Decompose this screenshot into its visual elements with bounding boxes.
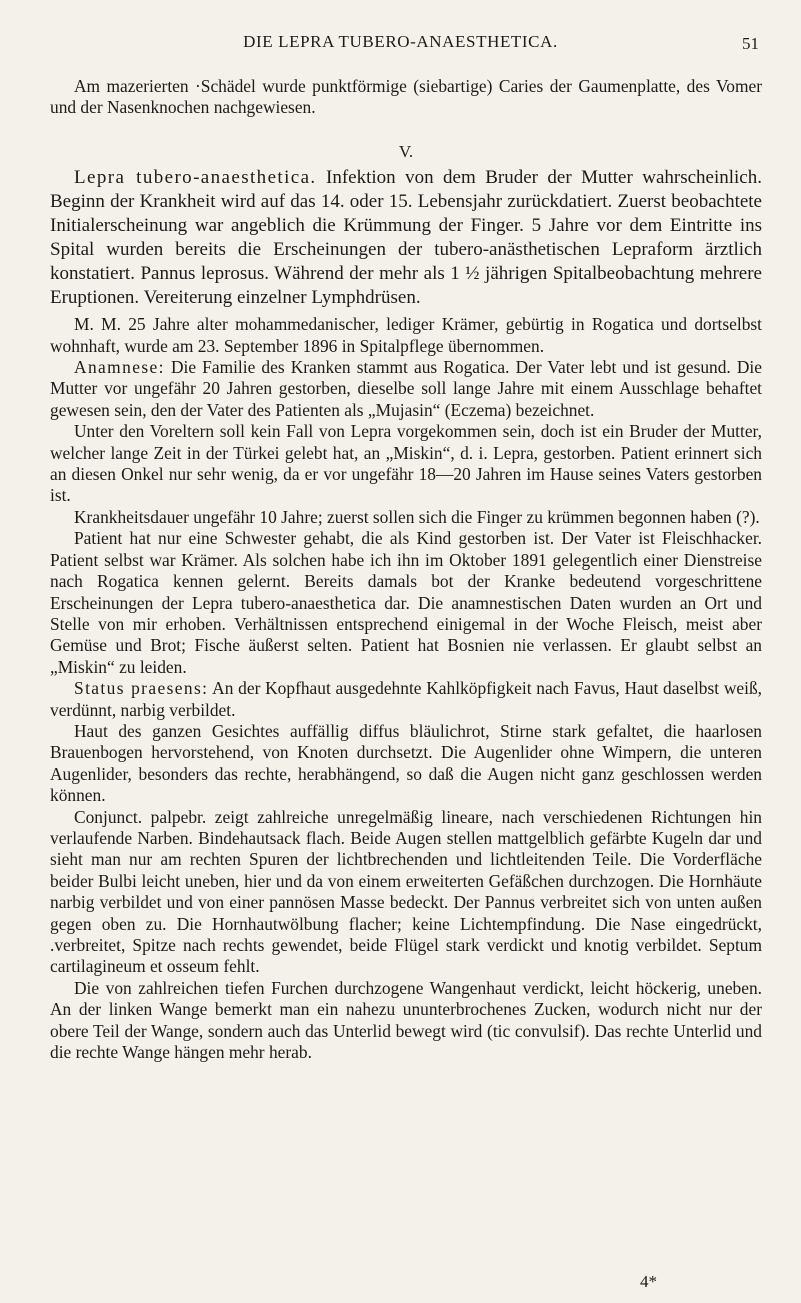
anamnesis-term: Anamnese: [74, 357, 165, 378]
paragraph-patient-intro: M. M. 25 Jahre alter mohammedanischer, lediger Krämer, gebürtig in Rogatica und dortselbst wohnhaft, wurde am 23. September 1896 in Spitalpflege übernommen. [50, 314, 762, 356]
signature-mark: 4* [640, 1272, 657, 1291]
paragraph-ancestors: Unter den Voreltern soll kein Fall von Lepra vorgekommen sein, doch ist ein Bruder der Mutter, welcher lange Zeit in der Türkei gelebt hat, an „Miskin“, d. i. Lepra, gestorben. Patient erinnert sich an diesen Onkel nur sehr wenig, da er vor ungefähr 18—20 Jahren im Hause seines Vaters gestorben ist. [50, 421, 762, 506]
paragraph-anamnesis [50, 357, 762, 421]
page-number: 51 [742, 34, 759, 53]
paragraph-disease-duration: Krankheitsdauer ungefähr 10 Jahre; zuerst sollen sich die Finger zu krümmen begonnen haben (?). [74, 506, 760, 527]
paragraph-cheeks: Die von zahlreichen tiefen Furchen durchzogene Wangenhaut verdickt, leicht höckerig, uneben. An der linken Wange bemerkt man ein nahezu ununterbrochenes Zucken, wodurch nicht nur der obere Teil der Wange, sondern auch das Unterlid bewegt wird (tic convulsif). Das rechte Unterlid und die rechte Wange hängen mehr herab. [50, 977, 762, 1063]
case-summary-text: Infektion von dem Bruder der Mutter wahrscheinlich. Beginn der Krankheit wird auf das 14. oder 15. Lebensjahr zurückdatiert. Zuerst beobachtete Initialerscheinung war angeblich die Krümmung der Finger. 5 Jahre vor dem Eintritte ins Spital wurden bereits die Erscheinungen der tubero-anästhetischen Lepraform ärztlich konstatiert. Pannus leprosus. Während der mehr als 1 ½ jährigen Spitalbeobachtung mehrere Eruptionen. Vereiterung einzelner Lymphdrüsen. [50, 167, 762, 309]
diagnosis-term: Lepra tubero-anaesthetica. [74, 167, 317, 189]
paragraph-face: Haut des ganzen Gesichtes auffällig diffus bläulichrot, Stirne stark gefaltet, die haarlosen Brauenbogen hervorstehend, von Knoten durchsetzt. Die Augenlider ohne Wimpern, die unteren Augenlider, besonders das rechte, herabhängend, so daß die Augen nicht ganz geschlossen werden können. [50, 720, 762, 806]
status-text: An der Kopfhaut ausgedehnte Kahlköpfigkeit nach Favus, Haut daselbst weiß, verdünnt, narbig verbildet. [50, 678, 762, 720]
anamnesis-text: Die Familie des Kranken stammt aus Rogatica. Der Vater lebt und ist gesund. Die Mutter vor ungefähr 20 Jahren gestorben, dieselbe soll lange Jahre mit einem Ausschlage behaftet gewesen sein, den der Vater des Patienten als „Mujasin“ (Eczema) bezeichnet. [50, 357, 762, 420]
paragraph-eyes-nose: Conjunct. palpebr. zeigt zahlreiche unregelmäßig lineare, nach verschiedenen Richtungen hin verlaufende Narben. Bindehautsack flach. Beide Augen stellen mattgelblich gefärbte Kugeln dar und sieht man nur am rechten Spuren der lichtbrechenden und lichtleitenden Teile. Die Vorderfläche beider Bulbi leicht uneben, hier und da von einem erweiterten Gefäßchen durchzogen. Die Hornhäute narbig verbildet und von einer pannösen Masse bedeckt. Der Pannus verbreitet sich von unten außen gegen oben zu. Die Hornhautwölbung flacher; keine Lichtempfindung. Die Nase eingedrückt, .verbreitet, Spitze nach rechts gewendet, beide Flügel stark verdickt und knotig verbildet. Septum cartilagineum et osseum fehlt. [50, 806, 762, 977]
paragraph-case-summary [50, 166, 762, 310]
status-term: Status praesens: [74, 678, 209, 699]
paragraph-skull-finding: Am mazerierten ·Schädel wurde punktförmige (siebartige) Caries der Gaumenplatte, des Vomer und der Nasenknochen nachgewiesen. [50, 76, 762, 118]
paragraph-status-praesens [50, 678, 762, 721]
running-head: DIE LEPRA TUBERO-ANAESTHETICA. [243, 32, 558, 51]
case-number-heading: V. [398, 141, 414, 161]
body-text [50, 73, 762, 1063]
paragraph-family-history: Patient hat nur eine Schwester gehabt, die als Kind gestorben ist. Der Vater ist Fleischhacker. Patient selbst war Krämer. Als solchen habe ich ihn im Oktober 1891 gelegentlich einer Dienstreise nach Rogatica kennen gelernt. Bereits damals bot der Kranke bedeutend vorgeschrittene Erscheinungen der Lepra tubero-anaesthetica dar. Die anamnestischen Daten wurden an Ort und Stelle von mir erhoben. Verhältnissen entsprechend einigemal in der Woche Fleisch, meist aber Gemüse und Brot; Fische äußerst selten. Patient hat Bosnien nie verlassen. Er glaubt selbst an „Miskin“ zu leiden. [50, 528, 762, 677]
